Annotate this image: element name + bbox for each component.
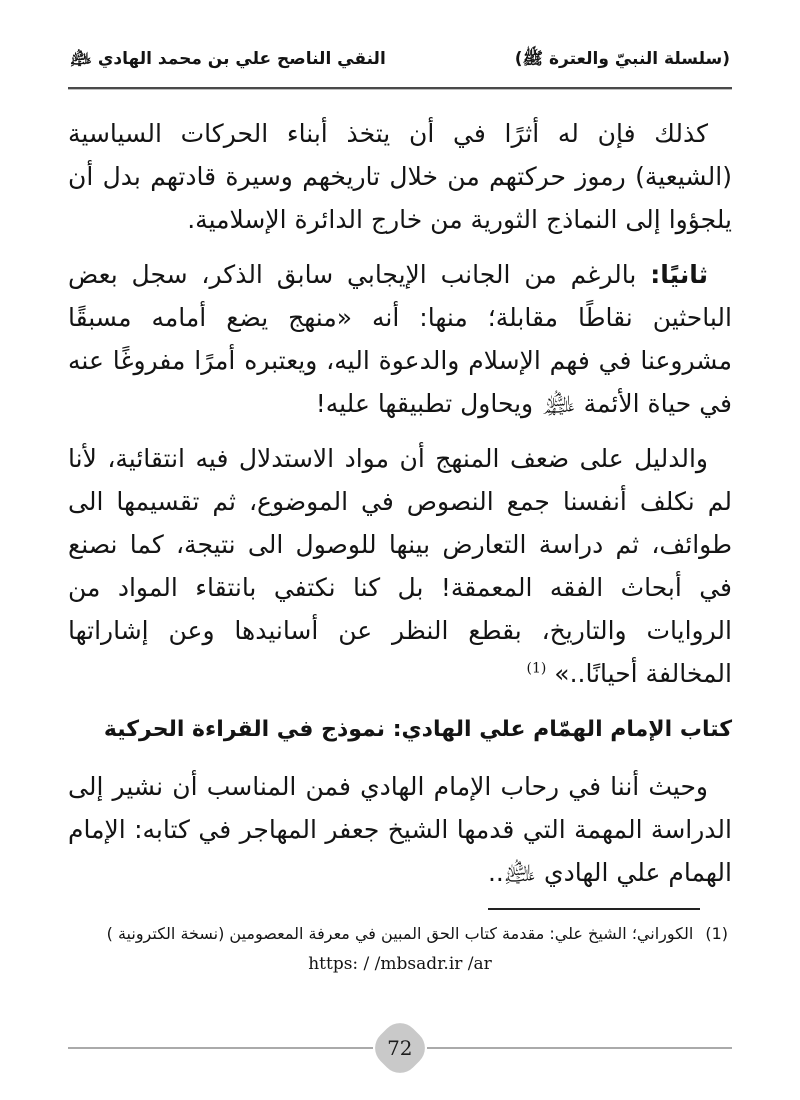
series-title: (سلسلة النبيّ والعترة ﷺ) <box>514 49 730 69</box>
footer-line-left <box>68 1047 373 1049</box>
footnotes-section <box>68 908 732 978</box>
footer-line-right <box>427 1047 732 1049</box>
footnote-reference: (1) <box>526 660 547 677</box>
paragraph-2-text: بالرغم من الجانب الإيجابي سابق الذكر، سجل بعض الباحثين نقاطًا مقابلة؛ منها: أنه «منهج يضع أمامه مسبقًا مشروعنا في فهم الإسلام والدعوة اليه، ويعتبره أمرًا مفروغًا عنه في حياة الأئمة ﵈ ويحاول تطبيقها عليه! <box>68 260 732 418</box>
footnote-marker: (1) <box>705 924 728 943</box>
footnote-text: الكوراني؛ الشيخ علي: مقدمة كتاب الحق المبين في معرفة المعصومين (نسخة الكترونية ) <box>106 924 694 943</box>
page-header <box>68 0 732 87</box>
footnote-url: https: / /mbsadr.ir /ar <box>308 954 492 974</box>
paragraph-3 <box>68 437 732 695</box>
page-footer <box>68 1022 732 1074</box>
paragraph-4-text: وحيث أننا في رحاب الإمام الهادي فمن المناسب أن نشير إلى الدراسة المهمة التي قدمها الشيخ جعفر المهاجر في كتابه: الإمام الهمام علي الهادي ﵇.. <box>68 772 732 887</box>
page-number: 72 <box>387 1036 413 1061</box>
book-title: النقي الناصح علي بن محمد الهادي ﵇ <box>70 49 386 69</box>
page-number-badge <box>367 1015 432 1080</box>
page-body <box>68 90 732 894</box>
footnote-item <box>68 920 732 948</box>
paragraph-1 <box>68 112 732 241</box>
paragraph-1-text: كذلك فإن له أثرًا في أن يتخذ أبناء الحركات السياسية (الشيعية) رموز حركتهم من خلال تاريخهم وسيرة قادتهم بدل أن يلجؤوا إلى النماذج الثورية من خارج الدائرة الإسلامية. <box>68 119 732 234</box>
section-heading: كتاب الإمام الهمّام علي الهادي: نموذج في القراءة الحركية <box>103 717 732 742</box>
paragraph-3-text: والدليل على ضعف المنهج أن مواد الاستدلال فيه انتقائية، لأنا لم نكلف أنفسنا جمع النصوص في الموضوع، ثم تقسيمها الى طوائف، ثم دراسة التعارض بينها للوصول الى نتيجة، كما نصنع في أبحاث الفقه المعمقة! بل كنا نكتفي بانتقاء المواد من الروايات والتاريخ، بقطع النظر عن أسانيدها وعن إشاراتها المخالفة أحيانًا..» <box>68 444 732 688</box>
footnote-separator <box>488 908 700 910</box>
paragraph-2-lead: ثانيًا: <box>650 260 708 289</box>
paragraph-4 <box>68 765 732 894</box>
paragraph-2 <box>68 253 732 425</box>
